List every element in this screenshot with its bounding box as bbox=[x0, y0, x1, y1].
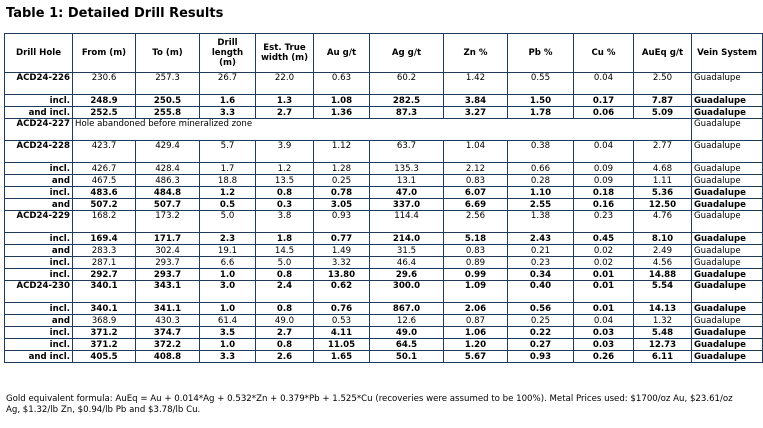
value-cell: 1.50 bbox=[508, 95, 574, 107]
value-cell: 1.65 bbox=[314, 351, 370, 363]
value-cell: 26.7 bbox=[200, 73, 256, 95]
value-cell: 467.5 bbox=[73, 175, 136, 187]
value-cell: 1.6 bbox=[200, 95, 256, 107]
value-cell: 5.0 bbox=[256, 257, 314, 269]
vein-system-cell: Guadalupe bbox=[692, 95, 763, 107]
value-cell: 1.20 bbox=[444, 339, 508, 351]
value-cell: 14.5 bbox=[256, 245, 314, 257]
table-body bbox=[5, 73, 763, 363]
value-cell: 3.9 bbox=[256, 141, 314, 163]
column-header: Drill length (m) bbox=[200, 34, 256, 73]
value-cell: 0.02 bbox=[574, 245, 634, 257]
note-cell: Hole abandoned before mineralized zone bbox=[73, 119, 692, 141]
vein-system-cell: Guadalupe bbox=[692, 327, 763, 339]
value-cell: 0.83 bbox=[444, 175, 508, 187]
value-cell: 0.04 bbox=[574, 315, 634, 327]
value-cell: 0.34 bbox=[508, 269, 574, 281]
column-header: Drill Hole bbox=[5, 34, 73, 73]
drill-hole-cell: incl. bbox=[5, 187, 73, 199]
value-cell: 214.0 bbox=[370, 233, 444, 245]
table-row bbox=[5, 257, 763, 269]
value-cell: 483.6 bbox=[73, 187, 136, 199]
drill-hole-cell: incl. bbox=[5, 95, 73, 107]
value-cell: 0.63 bbox=[314, 73, 370, 95]
vein-system-cell: Guadalupe bbox=[692, 233, 763, 245]
table-row bbox=[5, 245, 763, 257]
value-cell: 250.5 bbox=[136, 95, 200, 107]
value-cell: 61.4 bbox=[200, 315, 256, 327]
value-cell: 64.5 bbox=[370, 339, 444, 351]
drill-hole-cell: incl. bbox=[5, 269, 73, 281]
vein-system-cell: Guadalupe bbox=[692, 257, 763, 269]
value-cell: 867.0 bbox=[370, 303, 444, 315]
value-cell: 293.7 bbox=[136, 269, 200, 281]
value-cell: 6.07 bbox=[444, 187, 508, 199]
value-cell: 0.8 bbox=[256, 303, 314, 315]
column-header: Au g/t bbox=[314, 34, 370, 73]
vein-system-cell: Guadalupe bbox=[692, 187, 763, 199]
value-cell: 507.7 bbox=[136, 199, 200, 211]
table-row bbox=[5, 315, 763, 327]
value-cell: 2.77 bbox=[634, 141, 692, 163]
value-cell: 63.7 bbox=[370, 141, 444, 163]
value-cell: 1.06 bbox=[444, 327, 508, 339]
table-row bbox=[5, 199, 763, 211]
value-cell: 0.8 bbox=[256, 187, 314, 199]
value-cell: 0.8 bbox=[256, 269, 314, 281]
value-cell: 49.0 bbox=[370, 327, 444, 339]
column-header: Zn % bbox=[444, 34, 508, 73]
value-cell: 0.78 bbox=[314, 187, 370, 199]
vein-system-cell: Guadalupe bbox=[692, 175, 763, 187]
value-cell: 0.09 bbox=[574, 175, 634, 187]
value-cell: 1.38 bbox=[508, 211, 574, 233]
value-cell: 7.87 bbox=[634, 95, 692, 107]
value-cell: 5.67 bbox=[444, 351, 508, 363]
drill-hole-cell: and bbox=[5, 199, 73, 211]
value-cell: 0.3 bbox=[256, 199, 314, 211]
value-cell: 0.06 bbox=[574, 107, 634, 119]
value-cell: 337.0 bbox=[370, 199, 444, 211]
value-cell: 169.4 bbox=[73, 233, 136, 245]
value-cell: 0.21 bbox=[508, 245, 574, 257]
value-cell: 49.0 bbox=[256, 315, 314, 327]
value-cell: 1.11 bbox=[634, 175, 692, 187]
value-cell: 6.11 bbox=[634, 351, 692, 363]
value-cell: 3.5 bbox=[200, 327, 256, 339]
table-row bbox=[5, 95, 763, 107]
value-cell: 257.3 bbox=[136, 73, 200, 95]
value-cell: 4.11 bbox=[314, 327, 370, 339]
value-cell: 12.6 bbox=[370, 315, 444, 327]
value-cell: 11.05 bbox=[314, 339, 370, 351]
table-row bbox=[5, 73, 763, 95]
drill-hole-cell: and incl. bbox=[5, 107, 73, 119]
value-cell: 287.1 bbox=[73, 257, 136, 269]
value-cell: 14.13 bbox=[634, 303, 692, 315]
value-cell: 2.3 bbox=[200, 233, 256, 245]
drill-hole-cell: and bbox=[5, 315, 73, 327]
value-cell: 1.42 bbox=[444, 73, 508, 95]
drill-hole-cell: incl. bbox=[5, 303, 73, 315]
value-cell: 0.66 bbox=[508, 163, 574, 175]
value-cell: 5.09 bbox=[634, 107, 692, 119]
column-header: Pb % bbox=[508, 34, 574, 73]
drill-hole-cell: incl. bbox=[5, 327, 73, 339]
value-cell: 1.7 bbox=[200, 163, 256, 175]
table-row bbox=[5, 339, 763, 351]
value-cell: 13.5 bbox=[256, 175, 314, 187]
value-cell: 5.7 bbox=[200, 141, 256, 163]
value-cell: 0.53 bbox=[314, 315, 370, 327]
value-cell: 430.3 bbox=[136, 315, 200, 327]
drill-hole-cell: and bbox=[5, 175, 73, 187]
value-cell: 3.3 bbox=[200, 107, 256, 119]
value-cell: 3.8 bbox=[256, 211, 314, 233]
drill-hole-cell: ACD24-229 bbox=[5, 211, 73, 233]
value-cell: 1.0 bbox=[200, 303, 256, 315]
value-cell: 12.73 bbox=[634, 339, 692, 351]
value-cell: 0.09 bbox=[574, 163, 634, 175]
vein-system-cell: Guadalupe bbox=[692, 281, 763, 303]
value-cell: 0.26 bbox=[574, 351, 634, 363]
column-header: Vein System bbox=[692, 34, 763, 73]
value-cell: 6.6 bbox=[200, 257, 256, 269]
value-cell: 0.99 bbox=[444, 269, 508, 281]
vein-system-cell: Guadalupe bbox=[692, 303, 763, 315]
value-cell: 0.28 bbox=[508, 175, 574, 187]
value-cell: 408.8 bbox=[136, 351, 200, 363]
value-cell: 0.56 bbox=[508, 303, 574, 315]
value-cell: 13.80 bbox=[314, 269, 370, 281]
value-cell: 426.7 bbox=[73, 163, 136, 175]
vein-system-cell: Guadalupe bbox=[692, 107, 763, 119]
value-cell: 3.05 bbox=[314, 199, 370, 211]
value-cell: 2.7 bbox=[256, 107, 314, 119]
table-row bbox=[5, 303, 763, 315]
drill-hole-cell: ACD24-227 bbox=[5, 119, 73, 141]
value-cell: 4.68 bbox=[634, 163, 692, 175]
value-cell: 2.4 bbox=[256, 281, 314, 303]
value-cell: 31.5 bbox=[370, 245, 444, 257]
table-row bbox=[5, 233, 763, 245]
vein-system-cell: Guadalupe bbox=[692, 351, 763, 363]
table-row bbox=[5, 187, 763, 199]
value-cell: 0.62 bbox=[314, 281, 370, 303]
value-cell: 428.4 bbox=[136, 163, 200, 175]
table-row bbox=[5, 163, 763, 175]
value-cell: 1.0 bbox=[200, 339, 256, 351]
value-cell: 340.1 bbox=[73, 303, 136, 315]
value-cell: 1.09 bbox=[444, 281, 508, 303]
value-cell: 372.2 bbox=[136, 339, 200, 351]
value-cell: 8.10 bbox=[634, 233, 692, 245]
value-cell: 0.03 bbox=[574, 339, 634, 351]
value-cell: 429.4 bbox=[136, 141, 200, 163]
value-cell: 0.17 bbox=[574, 95, 634, 107]
value-cell: 1.36 bbox=[314, 107, 370, 119]
value-cell: 46.4 bbox=[370, 257, 444, 269]
value-cell: 1.78 bbox=[508, 107, 574, 119]
value-cell: 423.7 bbox=[73, 141, 136, 163]
value-cell: 486.3 bbox=[136, 175, 200, 187]
value-cell: 0.23 bbox=[508, 257, 574, 269]
vein-system-cell: Guadalupe bbox=[692, 119, 763, 141]
value-cell: 3.3 bbox=[200, 351, 256, 363]
value-cell: 1.28 bbox=[314, 163, 370, 175]
value-cell: 0.5 bbox=[200, 199, 256, 211]
value-cell: 12.50 bbox=[634, 199, 692, 211]
vein-system-cell: Guadalupe bbox=[692, 315, 763, 327]
value-cell: 1.08 bbox=[314, 95, 370, 107]
vein-system-cell: Guadalupe bbox=[692, 199, 763, 211]
value-cell: 0.93 bbox=[508, 351, 574, 363]
value-cell: 4.56 bbox=[634, 257, 692, 269]
column-header: Cu % bbox=[574, 34, 634, 73]
value-cell: 0.89 bbox=[444, 257, 508, 269]
value-cell: 0.03 bbox=[574, 327, 634, 339]
value-cell: 292.7 bbox=[73, 269, 136, 281]
value-cell: 2.50 bbox=[634, 73, 692, 95]
value-cell: 484.8 bbox=[136, 187, 200, 199]
value-cell: 1.49 bbox=[314, 245, 370, 257]
value-cell: 87.3 bbox=[370, 107, 444, 119]
footnote: Gold equivalent formula: AuEq = Au + 0.014*Ag + 0.532*Zn + 0.379*Pb + 1.525*Cu (recoveries were assumed to be 100%). Metal Prices used: $1700/oz Au, $23.61/oz Ag, $1.32/lb Zn, $0.94/lb Pb and $3.78/lb Cu. bbox=[6, 394, 733, 415]
drill-hole-cell: ACD24-230 bbox=[5, 281, 73, 303]
value-cell: 1.0 bbox=[200, 269, 256, 281]
value-cell: 248.9 bbox=[73, 95, 136, 107]
value-cell: 2.06 bbox=[444, 303, 508, 315]
value-cell: 0.8 bbox=[256, 339, 314, 351]
vein-system-cell: Guadalupe bbox=[692, 211, 763, 233]
drill-hole-cell: incl. bbox=[5, 257, 73, 269]
value-cell: 5.54 bbox=[634, 281, 692, 303]
value-cell: 368.9 bbox=[73, 315, 136, 327]
value-cell: 3.27 bbox=[444, 107, 508, 119]
value-cell: 2.6 bbox=[256, 351, 314, 363]
value-cell: 371.2 bbox=[73, 339, 136, 351]
value-cell: 1.12 bbox=[314, 141, 370, 163]
value-cell: 1.2 bbox=[256, 163, 314, 175]
value-cell: 22.0 bbox=[256, 73, 314, 95]
value-cell: 1.2 bbox=[200, 187, 256, 199]
value-cell: 168.2 bbox=[73, 211, 136, 233]
value-cell: 0.01 bbox=[574, 303, 634, 315]
vein-system-cell: Guadalupe bbox=[692, 163, 763, 175]
vein-system-cell: Guadalupe bbox=[692, 245, 763, 257]
value-cell: 0.27 bbox=[508, 339, 574, 351]
value-cell: 283.3 bbox=[73, 245, 136, 257]
drill-hole-cell: incl. bbox=[5, 233, 73, 245]
drill-hole-cell: incl. bbox=[5, 163, 73, 175]
table-row bbox=[5, 119, 763, 141]
value-cell: 374.7 bbox=[136, 327, 200, 339]
vein-system-cell: Guadalupe bbox=[692, 73, 763, 95]
value-cell: 4.76 bbox=[634, 211, 692, 233]
value-cell: 2.12 bbox=[444, 163, 508, 175]
drill-hole-cell: ACD24-226 bbox=[5, 73, 73, 95]
table-row bbox=[5, 141, 763, 163]
value-cell: 0.93 bbox=[314, 211, 370, 233]
table-title: Table 1: Detailed Drill Results bbox=[6, 6, 224, 21]
table-row bbox=[5, 269, 763, 281]
value-cell: 1.32 bbox=[634, 315, 692, 327]
value-cell: 0.55 bbox=[508, 73, 574, 95]
column-header: Ag g/t bbox=[370, 34, 444, 73]
value-cell: 343.1 bbox=[136, 281, 200, 303]
drill-hole-cell: and bbox=[5, 245, 73, 257]
value-cell: 2.7 bbox=[256, 327, 314, 339]
value-cell: 1.3 bbox=[256, 95, 314, 107]
value-cell: 340.1 bbox=[73, 281, 136, 303]
vein-system-cell: Guadalupe bbox=[692, 339, 763, 351]
value-cell: 2.49 bbox=[634, 245, 692, 257]
value-cell: 50.1 bbox=[370, 351, 444, 363]
value-cell: 0.38 bbox=[508, 141, 574, 163]
table-row bbox=[5, 351, 763, 363]
value-cell: 1.8 bbox=[256, 233, 314, 245]
value-cell: 1.10 bbox=[508, 187, 574, 199]
value-cell: 507.2 bbox=[73, 199, 136, 211]
column-header: Est. True width (m) bbox=[256, 34, 314, 73]
value-cell: 171.7 bbox=[136, 233, 200, 245]
value-cell: 371.2 bbox=[73, 327, 136, 339]
value-cell: 0.25 bbox=[314, 175, 370, 187]
value-cell: 6.69 bbox=[444, 199, 508, 211]
table-row bbox=[5, 107, 763, 119]
value-cell: 0.83 bbox=[444, 245, 508, 257]
table-row bbox=[5, 175, 763, 187]
table-row bbox=[5, 327, 763, 339]
value-cell: 5.48 bbox=[634, 327, 692, 339]
value-cell: 0.45 bbox=[574, 233, 634, 245]
value-cell: 5.36 bbox=[634, 187, 692, 199]
value-cell: 0.25 bbox=[508, 315, 574, 327]
drill-hole-cell: ACD24-228 bbox=[5, 141, 73, 163]
value-cell: 3.0 bbox=[200, 281, 256, 303]
vein-system-cell: Guadalupe bbox=[692, 269, 763, 281]
column-header: AuEq g/t bbox=[634, 34, 692, 73]
value-cell: 1.04 bbox=[444, 141, 508, 163]
value-cell: 60.2 bbox=[370, 73, 444, 95]
value-cell: 135.3 bbox=[370, 163, 444, 175]
value-cell: 405.5 bbox=[73, 351, 136, 363]
drill-hole-cell: and incl. bbox=[5, 351, 73, 363]
value-cell: 14.88 bbox=[634, 269, 692, 281]
value-cell: 3.84 bbox=[444, 95, 508, 107]
value-cell: 0.40 bbox=[508, 281, 574, 303]
value-cell: 0.76 bbox=[314, 303, 370, 315]
value-cell: 47.0 bbox=[370, 187, 444, 199]
value-cell: 173.2 bbox=[136, 211, 200, 233]
value-cell: 19.1 bbox=[200, 245, 256, 257]
value-cell: 2.56 bbox=[444, 211, 508, 233]
value-cell: 0.18 bbox=[574, 187, 634, 199]
value-cell: 0.16 bbox=[574, 199, 634, 211]
value-cell: 0.77 bbox=[314, 233, 370, 245]
value-cell: 282.5 bbox=[370, 95, 444, 107]
value-cell: 300.0 bbox=[370, 281, 444, 303]
value-cell: 0.04 bbox=[574, 73, 634, 95]
value-cell: 0.04 bbox=[574, 141, 634, 163]
value-cell: 0.22 bbox=[508, 327, 574, 339]
header-row bbox=[5, 34, 763, 73]
column-header: To (m) bbox=[136, 34, 200, 73]
value-cell: 0.02 bbox=[574, 257, 634, 269]
value-cell: 0.23 bbox=[574, 211, 634, 233]
value-cell: 0.01 bbox=[574, 269, 634, 281]
value-cell: 230.6 bbox=[73, 73, 136, 95]
drill-results-table bbox=[4, 33, 763, 363]
value-cell: 252.5 bbox=[73, 107, 136, 119]
value-cell: 302.4 bbox=[136, 245, 200, 257]
value-cell: 18.8 bbox=[200, 175, 256, 187]
table-row bbox=[5, 211, 763, 233]
value-cell: 13.1 bbox=[370, 175, 444, 187]
value-cell: 114.4 bbox=[370, 211, 444, 233]
value-cell: 5.18 bbox=[444, 233, 508, 245]
column-header: From (m) bbox=[73, 34, 136, 73]
table-row bbox=[5, 281, 763, 303]
value-cell: 5.0 bbox=[200, 211, 256, 233]
value-cell: 2.55 bbox=[508, 199, 574, 211]
drill-hole-cell: incl. bbox=[5, 339, 73, 351]
value-cell: 293.7 bbox=[136, 257, 200, 269]
value-cell: 0.87 bbox=[444, 315, 508, 327]
value-cell: 255.8 bbox=[136, 107, 200, 119]
vein-system-cell: Guadalupe bbox=[692, 141, 763, 163]
value-cell: 2.43 bbox=[508, 233, 574, 245]
value-cell: 341.1 bbox=[136, 303, 200, 315]
value-cell: 29.6 bbox=[370, 269, 444, 281]
value-cell: 0.01 bbox=[574, 281, 634, 303]
value-cell: 3.32 bbox=[314, 257, 370, 269]
